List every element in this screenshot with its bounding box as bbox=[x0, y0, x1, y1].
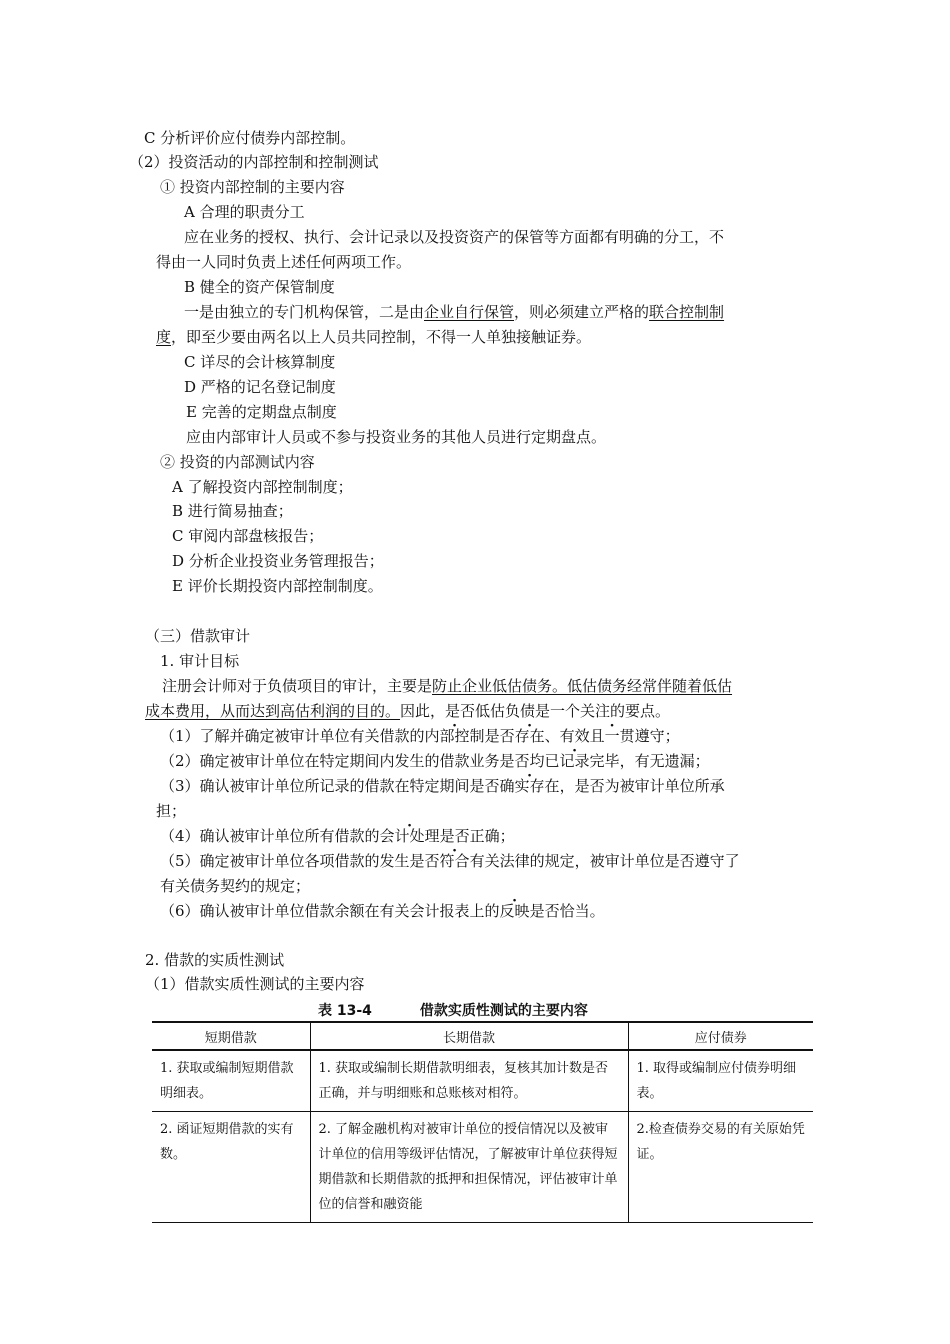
text-segment: ，则必须建立严格的 bbox=[514, 303, 650, 321]
underlined-text: 企业自行保管 bbox=[424, 303, 515, 321]
test-item-c: C 审阅内部盘核报告； bbox=[172, 527, 324, 545]
text-segment: 因此，是否低估负债是一个关注的要点。 bbox=[400, 702, 671, 720]
objective-2 bbox=[160, 750, 710, 772]
table-cell: 1. 获取或编制短期借款明细表。 bbox=[152, 1050, 310, 1112]
emphasis-text: 存在 bbox=[514, 727, 545, 745]
objective-4 bbox=[160, 825, 515, 847]
table-cell: 1. 取得或编制应付债券明细表。 bbox=[628, 1050, 813, 1112]
text-segment: （5）确定被审计单位各项借款的发生是否 bbox=[160, 852, 440, 870]
item-d-registration-system: D 严格的记名登记制度 bbox=[184, 378, 336, 396]
emphasis-text: 内部控制 bbox=[424, 727, 485, 745]
paragraph-duty-separation-2: 得由一人同时负责上述任何两项工作。 bbox=[156, 253, 412, 271]
table-cell: 2. 了解金融机构对被审计单位的授信情况以及被审计单位的信用等级评估情况，了解被审计单位获得短期借款和长期借款的抵押和担保情况，评估被审计单位的信誉和融资能 bbox=[310, 1112, 628, 1223]
text-segment: 注册会计师对于负债项目的审计，主要是 bbox=[162, 677, 433, 695]
table-number: 表 13-4 bbox=[318, 1003, 372, 1019]
objective-6 bbox=[160, 900, 605, 922]
paragraph-inventory: 应由内部审计人员或不参与投资业务的其他人员进行定期盘点。 bbox=[186, 428, 607, 446]
paragraph-objective-1 bbox=[162, 675, 732, 697]
objective-3 bbox=[160, 775, 725, 797]
emphasis-text: 确实存在 bbox=[499, 777, 560, 795]
table-row bbox=[152, 1112, 813, 1223]
text-segment: 有关法律的规定，被审计单位是否遵守了 bbox=[469, 852, 740, 870]
text-segment: ； bbox=[664, 727, 680, 745]
text-segment: 一是由独立的专门机构保管，二是由 bbox=[184, 303, 425, 321]
item-a-duty-separation: A 合理的职责分工 bbox=[184, 203, 305, 221]
test-item-d: D 分析企业投资业务管理报告； bbox=[172, 552, 384, 570]
paragraph-duty-separation-1: 应在业务的授权、执行、会计记录以及投资资产的保管等方面都有明确的分工，不 bbox=[184, 228, 725, 246]
emphasis-text: 会计处理 bbox=[379, 827, 440, 845]
emphasis-text: 符合 bbox=[439, 852, 470, 870]
text-segment: （6）确认被审计单位借款余额在有关会计报表上的 bbox=[160, 902, 500, 920]
emphasis-text: 有效且一贯遵守 · bbox=[560, 727, 665, 745]
heading-substantive-test: 2. 借款的实质性测试 bbox=[145, 951, 285, 969]
text-segment: （4）确认被审计单位所有借款的 bbox=[160, 827, 380, 845]
column-header-bonds-payable: 应付债券 bbox=[628, 1022, 813, 1050]
paragraph-custody-1 bbox=[184, 301, 724, 323]
table-title: 借款实质性测试的主要内容 bbox=[419, 1003, 588, 1019]
emphasis-text: 均已记录完毕 · bbox=[530, 752, 620, 770]
objective-5 bbox=[160, 850, 740, 872]
item-e-inventory-system: E 完善的定期盘点制度 bbox=[186, 403, 337, 421]
test-item-a: A 了解投资内部控制制度； bbox=[172, 478, 353, 496]
text-segment: （1）了解并确定被审计单位有关借款的 bbox=[160, 727, 425, 745]
text-segment: 、 bbox=[544, 727, 560, 745]
text-segment: ，有无遗漏； bbox=[619, 752, 710, 770]
subheading-substantive-test-content: （1）借款实质性测试的主要内容 bbox=[145, 975, 365, 993]
table-cell: 2. 函证短期借款的实有数。 bbox=[152, 1112, 310, 1223]
paragraph-objective-2 bbox=[145, 700, 670, 722]
table-row bbox=[152, 1050, 813, 1112]
text-segment: （2）确定被审计单位在特定期间内发生的借款业务是否 bbox=[160, 752, 530, 770]
text-segment: 是否正确； bbox=[439, 827, 515, 845]
underlined-text: 联合控制制 bbox=[649, 303, 725, 321]
text-segment: 是否恰当。 bbox=[529, 902, 605, 920]
test-item-b: B 进行简易抽查； bbox=[172, 502, 293, 520]
text-segment: 是否 bbox=[484, 727, 515, 745]
item-b-custody-system: B 健全的资产保管制度 bbox=[184, 278, 335, 296]
section-heading-loan-audit: （三）借款审计 bbox=[145, 627, 251, 645]
objective-1 bbox=[160, 725, 680, 747]
table-cell: 2.检查债券交易的有关原始凭证。 bbox=[628, 1112, 813, 1223]
heading-audit-objectives: 1. 审计目标 bbox=[160, 652, 240, 670]
objective-5-continued: 有关债务契约的规定； bbox=[160, 877, 311, 895]
paragraph-custody-2 bbox=[156, 326, 591, 348]
column-header-long-term-loan: 长期借款 bbox=[310, 1022, 628, 1050]
table-header-row bbox=[152, 1022, 813, 1050]
table-caption bbox=[318, 1000, 588, 1020]
test-item-e: E 评价长期投资内部控制制度。 bbox=[172, 577, 383, 595]
emphasis-text: 反映 bbox=[499, 902, 530, 920]
subheading-investment-test-content: ② 投资的内部测试内容 bbox=[160, 453, 315, 471]
underlined-text: 成本费用，从而达到高估利润的目的。 bbox=[145, 702, 401, 720]
heading-investment-control: （2）投资活动的内部控制和控制测试 bbox=[129, 153, 379, 171]
text-segment: （3）确认被审计单位所记录的借款在特定期间是否 bbox=[160, 777, 500, 795]
underlined-text: 防止企业低估债务。低估债务经常伴随着低估 bbox=[432, 677, 733, 695]
underlined-text: 度 bbox=[156, 328, 172, 346]
item-c-accounting-system: C 详尽的会计核算制度 bbox=[184, 353, 336, 371]
objective-3-continued: 担； bbox=[156, 802, 187, 820]
column-header-short-term-loan: 短期借款 bbox=[152, 1022, 310, 1050]
table-cell: 1. 获取或编制长期借款明细表，复核其加计数是否正确，并与明细账和总账核对相符。 bbox=[310, 1050, 628, 1112]
line-c-analyze-bonds: C 分析评价应付债券内部控制。 bbox=[144, 129, 356, 147]
subheading-investment-control-content: ① 投资内部控制的主要内容 bbox=[160, 178, 345, 196]
text-segment: ，是否为被审计单位所承 bbox=[559, 777, 725, 795]
text-segment: ，即至少要由两名以上人员共同控制，不得一人单独接触证券。 bbox=[171, 328, 592, 346]
substantive-test-table bbox=[152, 1021, 813, 1223]
